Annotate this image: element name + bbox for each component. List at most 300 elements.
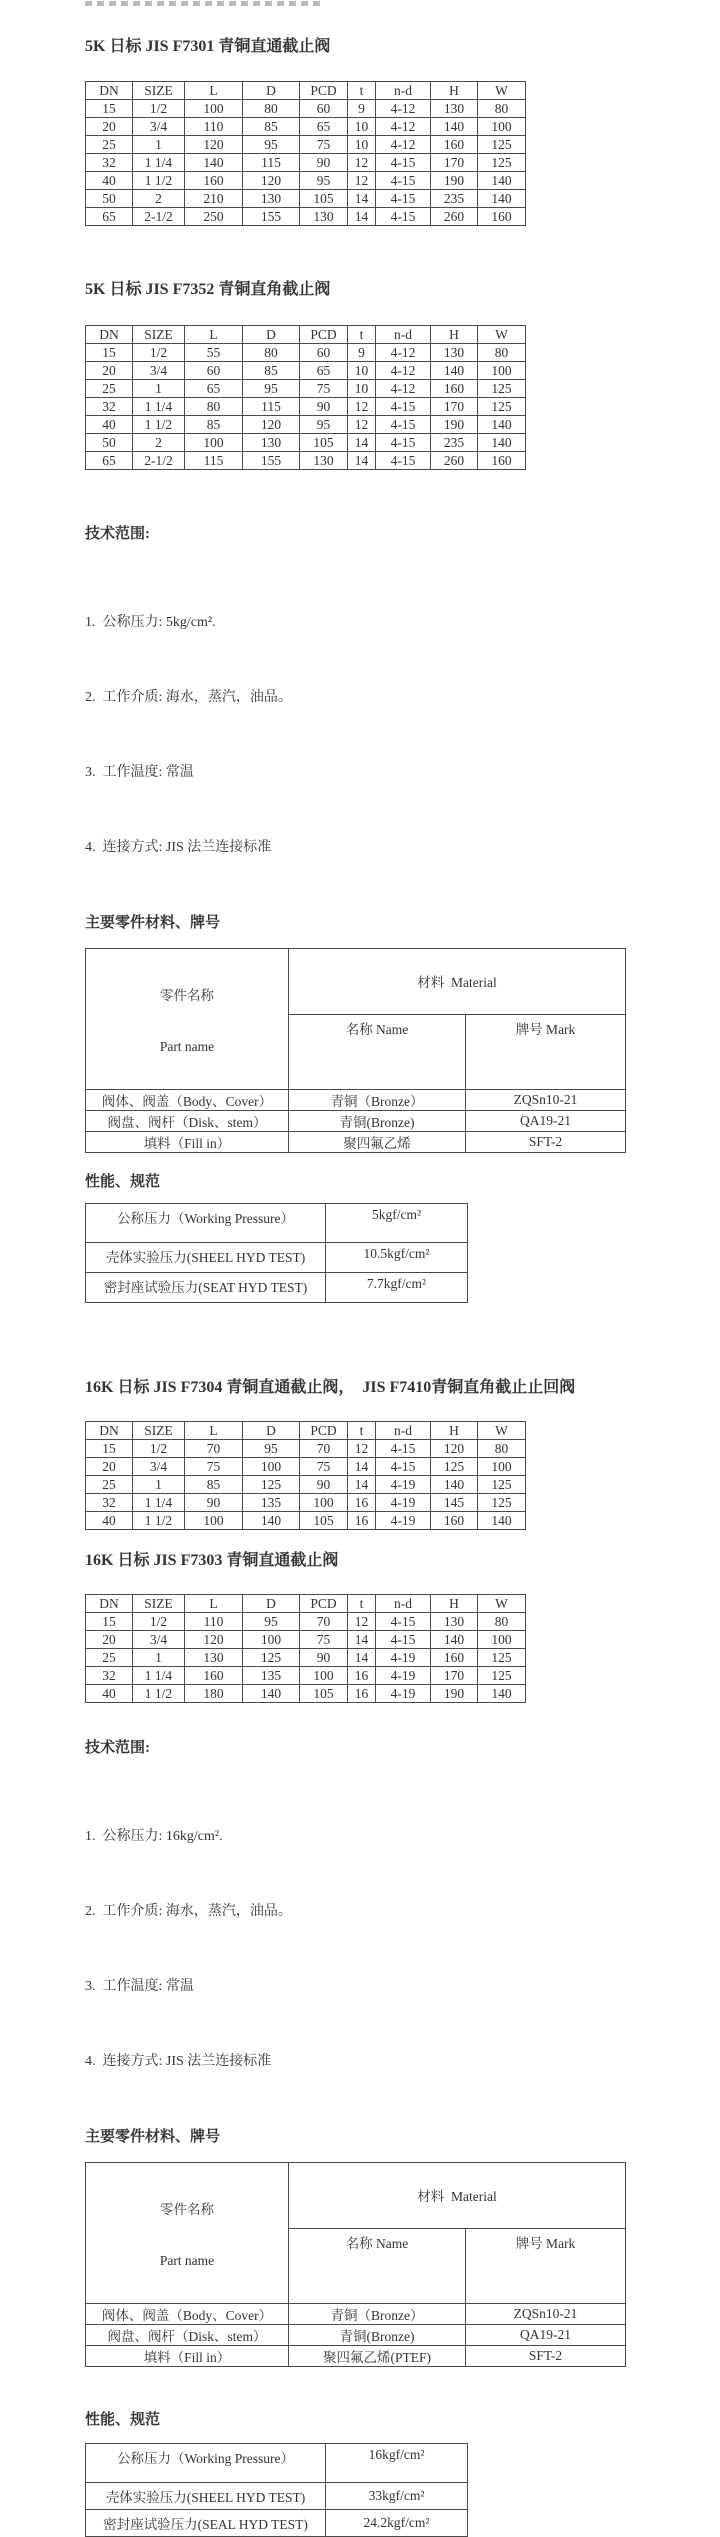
table-cell: 90 bbox=[300, 398, 348, 416]
table-cell: 1 1/4 bbox=[133, 1494, 185, 1512]
table-cell: 4-15 bbox=[376, 1613, 431, 1631]
table-cell: 1/2 bbox=[133, 1613, 185, 1631]
column-header: D bbox=[243, 326, 300, 344]
table-cell: 15 bbox=[86, 344, 133, 362]
table-cell: 60 bbox=[185, 362, 243, 380]
table-cell: 100 bbox=[478, 118, 526, 136]
tech-item: 1. 公称压力: 16kg/cm². bbox=[85, 1829, 223, 1844]
table-cell: 阀盘、阀杆（Disk、stem） bbox=[86, 2325, 289, 2346]
column-header: PCD bbox=[300, 82, 348, 100]
table-cell: 90 bbox=[300, 154, 348, 172]
table-cell: 235 bbox=[431, 190, 478, 208]
table-cell: 55 bbox=[185, 344, 243, 362]
column-header: H bbox=[431, 326, 478, 344]
tech-item: 4. 连接方式: JIS 法兰连接标准 bbox=[85, 840, 272, 855]
table-cell: 4-12 bbox=[376, 362, 431, 380]
column-header: W bbox=[478, 82, 526, 100]
table-cell: 100 bbox=[478, 1631, 526, 1649]
performance-title-5k: 性能、规范 bbox=[85, 1174, 161, 1190]
part-name-header-cell bbox=[86, 949, 289, 1090]
table-cell: 阀盘、阀杆（Disk、stem） bbox=[86, 1111, 289, 1132]
table-cell: 3/4 bbox=[133, 118, 185, 136]
table-cell: 260 bbox=[431, 208, 478, 226]
table-cell: 1/2 bbox=[133, 344, 185, 362]
table-cell: 125 bbox=[243, 1476, 300, 1494]
table-cell: 壳体实验压力(SHEEL HYD TEST) bbox=[86, 1243, 326, 1273]
table-cell: 填料（Fill in） bbox=[86, 2346, 289, 2367]
table-cell: 40 bbox=[86, 416, 133, 434]
table-cell: 1 1/4 bbox=[133, 154, 185, 172]
table-row bbox=[86, 1273, 468, 1303]
table-row bbox=[86, 208, 526, 226]
table-cell: 75 bbox=[300, 380, 348, 398]
table-cell: 160 bbox=[185, 172, 243, 190]
table-cell: 125 bbox=[478, 1476, 526, 1494]
table-cell: 1 1/2 bbox=[133, 416, 185, 434]
table-cell: 190 bbox=[431, 172, 478, 190]
table-cell: 2 bbox=[133, 190, 185, 208]
table-cell: 80 bbox=[478, 1440, 526, 1458]
table-cell: 70 bbox=[185, 1440, 243, 1458]
table-cell: 1 bbox=[133, 380, 185, 398]
table-cell: 125 bbox=[478, 1494, 526, 1512]
tech-range-list-16k bbox=[85, 1774, 700, 2124]
table-cell: 180 bbox=[185, 1685, 243, 1703]
table-cell: 32 bbox=[86, 1667, 133, 1685]
table-cell: 3/4 bbox=[133, 362, 185, 380]
table-cell: 32 bbox=[86, 154, 133, 172]
table-cell: 140 bbox=[243, 1512, 300, 1530]
table-cell: 4-15 bbox=[376, 434, 431, 452]
table-cell: 12 bbox=[348, 154, 376, 172]
table-cell: 90 bbox=[300, 1476, 348, 1494]
table-cell: 140 bbox=[478, 416, 526, 434]
table-cell: 12 bbox=[348, 172, 376, 190]
table-cell: 170 bbox=[431, 398, 478, 416]
table-cell: 80 bbox=[243, 100, 300, 118]
table-cell: 95 bbox=[300, 416, 348, 434]
column-header: n-d bbox=[376, 82, 431, 100]
table-cell: 1 1/2 bbox=[133, 172, 185, 190]
table-cell: 125 bbox=[478, 154, 526, 172]
table-cell: 4-12 bbox=[376, 118, 431, 136]
table-row bbox=[86, 2483, 468, 2510]
table-row bbox=[86, 1667, 526, 1685]
table-cell: 1 bbox=[133, 1649, 185, 1667]
dimension-table-f7301 bbox=[85, 81, 526, 226]
table-header-row bbox=[86, 82, 526, 100]
table-cell: 10 bbox=[348, 136, 376, 154]
table-cell: 125 bbox=[478, 136, 526, 154]
column-header: H bbox=[431, 1422, 478, 1440]
table-cell: 12 bbox=[348, 1440, 376, 1458]
table-cell: 20 bbox=[86, 1631, 133, 1649]
table-cell: 160 bbox=[431, 136, 478, 154]
table-row bbox=[86, 136, 526, 154]
table-cell: 135 bbox=[243, 1667, 300, 1685]
table-cell: 100 bbox=[185, 434, 243, 452]
table-row bbox=[86, 1204, 468, 1243]
table-cell: 160 bbox=[478, 452, 526, 470]
table-cell: 50 bbox=[86, 190, 133, 208]
table-cell: 4-15 bbox=[376, 154, 431, 172]
table-cell: 公称压力（Working Pressure） bbox=[86, 1204, 326, 1243]
table-cell: 32 bbox=[86, 1494, 133, 1512]
material-header-cell: 材料 Material bbox=[289, 2163, 626, 2229]
performance-table-5k bbox=[85, 1203, 468, 1303]
table-row bbox=[86, 1458, 526, 1476]
column-header: L bbox=[185, 1595, 243, 1613]
table-cell: 10 bbox=[348, 380, 376, 398]
table-row bbox=[86, 452, 526, 470]
table-cell: 60 bbox=[300, 100, 348, 118]
table-row bbox=[86, 1440, 526, 1458]
table-cell: 20 bbox=[86, 118, 133, 136]
dimension-table-f7303 bbox=[85, 1594, 526, 1703]
table-row bbox=[86, 1132, 626, 1153]
table-row bbox=[86, 1649, 526, 1667]
dimension-table-f7304 bbox=[85, 1421, 526, 1530]
table-cell: 145 bbox=[431, 1494, 478, 1512]
table-cell: 190 bbox=[431, 416, 478, 434]
table-cell: 2-1/2 bbox=[133, 452, 185, 470]
table-cell: 100 bbox=[243, 1458, 300, 1476]
table-cell: 2 bbox=[133, 434, 185, 452]
table-cell: 130 bbox=[431, 100, 478, 118]
table-cell: 14 bbox=[348, 1458, 376, 1476]
material-mark-header: 牌号 Mark bbox=[466, 2228, 626, 2303]
table-cell: 15 bbox=[86, 100, 133, 118]
table-row bbox=[86, 190, 526, 208]
table-cell: 190 bbox=[431, 1685, 478, 1703]
table-cell: 9 bbox=[348, 100, 376, 118]
table-cell: 140 bbox=[431, 1476, 478, 1494]
materials-title-5k: 主要零件材料、牌号 bbox=[85, 915, 221, 931]
table-cell: 100 bbox=[185, 100, 243, 118]
column-header: L bbox=[185, 1422, 243, 1440]
table-cell: 聚四氟乙烯(PTEF) bbox=[289, 2346, 466, 2367]
table-cell: 24.2kgf/cm² bbox=[326, 2510, 468, 2537]
table-cell: 1 1/4 bbox=[133, 1667, 185, 1685]
table-cell: 4-19 bbox=[376, 1494, 431, 1512]
table-cell: 4-15 bbox=[376, 452, 431, 470]
tech-item: 2. 工作介质: 海水，蒸汽，油品。 bbox=[85, 1904, 292, 1919]
table-cell: 32 bbox=[86, 398, 133, 416]
table-cell: 4-19 bbox=[376, 1512, 431, 1530]
table-cell: SFT-2 bbox=[466, 2346, 626, 2367]
table-cell: 14 bbox=[348, 190, 376, 208]
table-cell: 160 bbox=[431, 380, 478, 398]
table-cell: 5kgf/cm² bbox=[326, 1204, 468, 1243]
table-cell: 155 bbox=[243, 208, 300, 226]
table-cell: 125 bbox=[431, 1458, 478, 1476]
table-cell: ZQSn10-21 bbox=[466, 1090, 626, 1111]
table-cell: 140 bbox=[478, 190, 526, 208]
table-header-row bbox=[86, 1595, 526, 1613]
table-cell: 1/2 bbox=[133, 100, 185, 118]
column-header: DN bbox=[86, 1422, 133, 1440]
part-name-en: Part name bbox=[159, 2253, 215, 2268]
table-row bbox=[86, 2325, 626, 2346]
material-name-header: 名称 Name bbox=[289, 2228, 466, 2303]
table-cell: 75 bbox=[300, 1631, 348, 1649]
table-cell: QA19-21 bbox=[466, 1111, 626, 1132]
table-cell: 110 bbox=[185, 1613, 243, 1631]
table-cell: 4-15 bbox=[376, 172, 431, 190]
table-cell: 1/2 bbox=[133, 1440, 185, 1458]
table-cell: 80 bbox=[185, 398, 243, 416]
table-cell: 110 bbox=[185, 118, 243, 136]
table-cell: 1 1/4 bbox=[133, 398, 185, 416]
table-cell: 120 bbox=[185, 136, 243, 154]
table-row bbox=[86, 398, 526, 416]
table-cell: 密封座试验压力(SEAL HYD TEST) bbox=[86, 2510, 326, 2537]
table-cell: 25 bbox=[86, 1649, 133, 1667]
table-cell: 25 bbox=[86, 380, 133, 398]
table-cell: 4-19 bbox=[376, 1649, 431, 1667]
column-header: DN bbox=[86, 326, 133, 344]
table-cell: 70 bbox=[300, 1440, 348, 1458]
table-cell: 130 bbox=[243, 190, 300, 208]
table-cell: 15 bbox=[86, 1440, 133, 1458]
table-cell: 14 bbox=[348, 452, 376, 470]
part-name-cn: 零件名称 bbox=[160, 2202, 214, 2217]
tech-item: 3. 工作温度: 常温 bbox=[85, 1979, 194, 1994]
table-cell: 4-19 bbox=[376, 1685, 431, 1703]
column-header: DN bbox=[86, 82, 133, 100]
table-cell: 10.5kgf/cm² bbox=[326, 1243, 468, 1273]
table-cell: 95 bbox=[243, 1440, 300, 1458]
tech-range-title-16k: 技术范围: bbox=[85, 1740, 150, 1756]
table-cell: 95 bbox=[300, 172, 348, 190]
table-cell: 4-19 bbox=[376, 1667, 431, 1685]
table-cell: 4-12 bbox=[376, 136, 431, 154]
table-cell: 4-19 bbox=[376, 1476, 431, 1494]
table-cell: 阀体、阀盖（Body、Cover） bbox=[86, 1090, 289, 1111]
table-cell: 125 bbox=[478, 1667, 526, 1685]
table-cell: 90 bbox=[185, 1494, 243, 1512]
table-cell: 105 bbox=[300, 1512, 348, 1530]
table-cell: 4-12 bbox=[376, 100, 431, 118]
table-row bbox=[86, 154, 526, 172]
performance-table-16k bbox=[85, 2443, 468, 2537]
table-cell: 130 bbox=[300, 452, 348, 470]
column-header: D bbox=[243, 82, 300, 100]
column-header: W bbox=[478, 1422, 526, 1440]
table-cell: 14 bbox=[348, 208, 376, 226]
table-cell: 青铜(Bronze) bbox=[289, 1111, 466, 1132]
table-cell: 14 bbox=[348, 434, 376, 452]
column-header: DN bbox=[86, 1595, 133, 1613]
column-header: SIZE bbox=[133, 1595, 185, 1613]
table-cell: 85 bbox=[185, 416, 243, 434]
column-header: H bbox=[431, 1595, 478, 1613]
table-cell: 135 bbox=[243, 1494, 300, 1512]
table-header-row bbox=[86, 1422, 526, 1440]
table-cell: 10 bbox=[348, 118, 376, 136]
table-cell: 65 bbox=[185, 380, 243, 398]
table-row bbox=[86, 1685, 526, 1703]
table-cell: QA19-21 bbox=[466, 2325, 626, 2346]
material-mark-header: 牌号 Mark bbox=[466, 1014, 626, 1089]
column-header: H bbox=[431, 82, 478, 100]
table-cell: 125 bbox=[478, 398, 526, 416]
table-cell: 85 bbox=[243, 118, 300, 136]
table-cell: 4-15 bbox=[376, 1631, 431, 1649]
table-cell: 33kgf/cm² bbox=[326, 2483, 468, 2510]
materials-title-16k: 主要零件材料、牌号 bbox=[85, 2129, 221, 2145]
table-cell: 130 bbox=[300, 208, 348, 226]
table-cell: 60 bbox=[300, 344, 348, 362]
table-cell: 170 bbox=[431, 154, 478, 172]
table-cell: 65 bbox=[86, 452, 133, 470]
table-cell: 160 bbox=[478, 208, 526, 226]
table-cell: 公称压力（Working Pressure） bbox=[86, 2444, 326, 2483]
column-header: t bbox=[348, 1595, 376, 1613]
table-cell: 填料（Fill in） bbox=[86, 1132, 289, 1153]
table-cell: 120 bbox=[243, 416, 300, 434]
table-cell: 235 bbox=[431, 434, 478, 452]
table-cell: 3/4 bbox=[133, 1458, 185, 1476]
table-cell: 80 bbox=[478, 100, 526, 118]
table-cell: 4-15 bbox=[376, 1458, 431, 1476]
column-header: L bbox=[185, 82, 243, 100]
table-cell: 115 bbox=[185, 452, 243, 470]
table-row bbox=[86, 1243, 468, 1273]
table-cell: 65 bbox=[300, 118, 348, 136]
table-cell: 1 bbox=[133, 1476, 185, 1494]
table-cell: 85 bbox=[185, 1476, 243, 1494]
table-cell: 4-15 bbox=[376, 398, 431, 416]
column-header: n-d bbox=[376, 326, 431, 344]
table-row bbox=[86, 2346, 626, 2367]
table-cell: 16 bbox=[348, 1667, 376, 1685]
table-cell: 25 bbox=[86, 136, 133, 154]
table-cell: 16 bbox=[348, 1685, 376, 1703]
heading-16k-f7303: 16K 日标 JIS F7303 青铜直通截止阀 bbox=[85, 1552, 339, 1569]
column-header: n-d bbox=[376, 1595, 431, 1613]
table-header-row bbox=[86, 949, 626, 1015]
table-cell: 4-12 bbox=[376, 344, 431, 362]
table-cell: 115 bbox=[243, 154, 300, 172]
heading-5k-f7301: 5K 日标 JIS F7301 青铜直通截止阀 bbox=[85, 38, 331, 55]
table-cell: 260 bbox=[431, 452, 478, 470]
table-cell: 4-12 bbox=[376, 380, 431, 398]
dimension-table-f7352 bbox=[85, 325, 526, 470]
table-cell: SFT-2 bbox=[466, 1132, 626, 1153]
table-cell: 125 bbox=[478, 1649, 526, 1667]
column-header: PCD bbox=[300, 326, 348, 344]
table-cell: 20 bbox=[86, 1458, 133, 1476]
table-cell: 4-15 bbox=[376, 208, 431, 226]
table-cell: 4-15 bbox=[376, 416, 431, 434]
column-header: n-d bbox=[376, 1422, 431, 1440]
tech-item: 4. 连接方式: JIS 法兰连接标准 bbox=[85, 2054, 272, 2069]
table-row bbox=[86, 2510, 468, 2537]
table-cell: 65 bbox=[300, 362, 348, 380]
table-cell: 1 1/2 bbox=[133, 1685, 185, 1703]
table-cell: 140 bbox=[243, 1685, 300, 1703]
table-cell: 14 bbox=[348, 1631, 376, 1649]
table-cell: 青铜(Bronze) bbox=[289, 2325, 466, 2346]
table-cell: 155 bbox=[243, 452, 300, 470]
table-cell: 16 bbox=[348, 1512, 376, 1530]
column-header: t bbox=[348, 82, 376, 100]
table-cell: 140 bbox=[185, 154, 243, 172]
table-cell: 16kgf/cm² bbox=[326, 2444, 468, 2483]
table-header-row bbox=[86, 326, 526, 344]
table-cell: 3/4 bbox=[133, 1631, 185, 1649]
table-cell: 120 bbox=[431, 1440, 478, 1458]
table-cell: 140 bbox=[478, 1512, 526, 1530]
table-cell: 105 bbox=[300, 190, 348, 208]
column-header: L bbox=[185, 326, 243, 344]
table-cell: 14 bbox=[348, 1649, 376, 1667]
table-cell: 160 bbox=[431, 1649, 478, 1667]
table-cell: 15 bbox=[86, 1613, 133, 1631]
table-cell: 160 bbox=[431, 1512, 478, 1530]
column-header: PCD bbox=[300, 1422, 348, 1440]
table-cell: 130 bbox=[185, 1649, 243, 1667]
table-cell: 75 bbox=[185, 1458, 243, 1476]
table-cell: 140 bbox=[431, 1631, 478, 1649]
table-cell: 1 bbox=[133, 136, 185, 154]
table-cell: 4-15 bbox=[376, 1440, 431, 1458]
table-cell: 140 bbox=[478, 1685, 526, 1703]
table-cell: 100 bbox=[300, 1667, 348, 1685]
table-row bbox=[86, 172, 526, 190]
table-cell: 105 bbox=[300, 1685, 348, 1703]
table-row bbox=[86, 380, 526, 398]
table-cell: 95 bbox=[243, 1613, 300, 1631]
table-cell: 16 bbox=[348, 1494, 376, 1512]
table-cell: 80 bbox=[243, 344, 300, 362]
table-row bbox=[86, 344, 526, 362]
table-row bbox=[86, 1512, 526, 1530]
table-cell: 25 bbox=[86, 1476, 133, 1494]
table-cell: 1 1/2 bbox=[133, 1512, 185, 1530]
table-row bbox=[86, 1494, 526, 1512]
table-row bbox=[86, 118, 526, 136]
table-cell: 250 bbox=[185, 208, 243, 226]
table-cell: 12 bbox=[348, 1613, 376, 1631]
tech-range-title-5k: 技术范围: bbox=[85, 526, 150, 542]
column-header: PCD bbox=[300, 1595, 348, 1613]
tech-range-list-5k bbox=[85, 560, 700, 910]
materials-table-5k bbox=[85, 948, 626, 1153]
table-cell: 95 bbox=[243, 136, 300, 154]
part-name-cn: 零件名称 bbox=[160, 988, 214, 1003]
table-cell: 170 bbox=[431, 1667, 478, 1685]
table-cell: 75 bbox=[300, 136, 348, 154]
table-cell: 100 bbox=[185, 1512, 243, 1530]
table-cell: 40 bbox=[86, 1685, 133, 1703]
clipped-text-remnant bbox=[85, 1, 320, 6]
column-header: SIZE bbox=[133, 1422, 185, 1440]
heading-5k-f7352: 5K 日标 JIS F7352 青铜直角截止阀 bbox=[85, 281, 331, 298]
table-cell: 130 bbox=[243, 434, 300, 452]
column-header: t bbox=[348, 1422, 376, 1440]
table-cell: 80 bbox=[478, 1613, 526, 1631]
table-cell: 90 bbox=[300, 1649, 348, 1667]
column-header: SIZE bbox=[133, 326, 185, 344]
table-cell: 2-1/2 bbox=[133, 208, 185, 226]
table-cell: 9 bbox=[348, 344, 376, 362]
table-row bbox=[86, 2444, 468, 2483]
column-header: D bbox=[243, 1422, 300, 1440]
table-row bbox=[86, 1111, 626, 1132]
table-row bbox=[86, 1631, 526, 1649]
